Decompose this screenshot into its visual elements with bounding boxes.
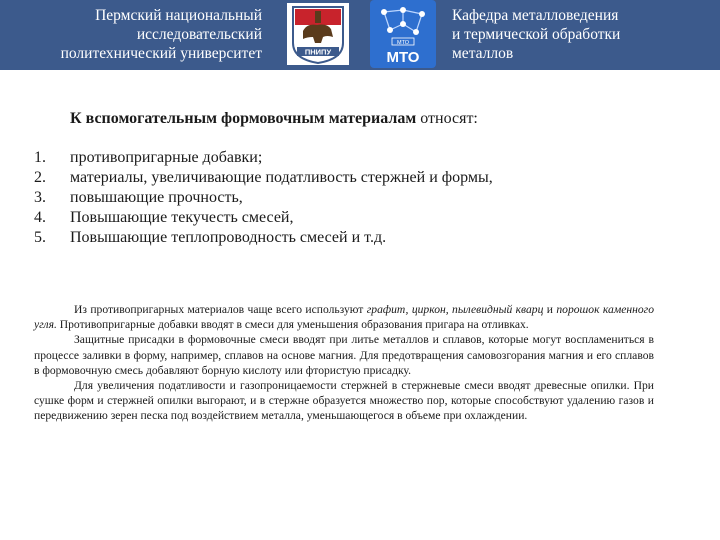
list-item-number: 5.: [34, 229, 46, 246]
university-name: [0, 6, 262, 63]
department-line-3: металлов: [452, 45, 514, 62]
list-item-number: 4.: [34, 209, 46, 226]
list-item-number: 2.: [34, 169, 46, 186]
paragraph-1-italic-a: графит, циркон, пылевидный кварц: [366, 303, 544, 316]
list-item-text: материалы, увеличивающие податливость стержней и формы,: [70, 169, 493, 186]
paragraph-3: Для увеличения податливости и газопроницаемости стержней в стержневые смеси вводят древесные опилки. При сушке форм и стержней опилки выгорают, и в стержне образуется множество пор, которые способствуют удалению газов и передвижению зерен песка под воздействием металла, уменьшающегося в объеме при охлаждении.: [34, 379, 654, 423]
subtitle-rest: относят:: [416, 110, 478, 127]
mto-logo-text: МТО: [386, 49, 420, 66]
university-line-1: Пермский национальный: [95, 7, 262, 24]
university-line-2: исследовательский: [136, 26, 262, 43]
header-bar: [0, 0, 720, 70]
slide-subtitle: [70, 109, 478, 129]
paragraph-1-part-a: Из противопригарных материалов чаще всего используют: [74, 303, 367, 316]
list-item-text: противопригарные добавки;: [70, 149, 263, 166]
list-item-text: Повышающие теплопроводность смесей и т.д.: [70, 229, 387, 246]
list-item-text: повышающие прочность,: [70, 189, 243, 206]
paragraph-1-italic-b: порошок каменного угля.: [34, 303, 654, 332]
list-item: [34, 168, 674, 188]
paragraph-2: Защитные присадки в формовочные смеси вводят при литье металлов и сплавов, которые могут воспламениться в процессе заливки в форму, например, сплавов на основе магния. Для предотвращения самовозгорания магния и его сплавов в формовочную смесь добавляют борную кислоту или фтористую присадку.: [34, 333, 654, 377]
paragraph-1-part-b: и: [543, 303, 557, 316]
subtitle-bold: К вспомогательным формовочным материалам: [70, 110, 417, 127]
list-item: [34, 208, 674, 228]
mto-logo-small-text: МТО: [397, 40, 409, 46]
list-item: [34, 228, 674, 248]
body-text: [34, 302, 654, 424]
list-item: [34, 188, 674, 208]
list-item: [34, 148, 674, 168]
department-name: [452, 6, 712, 63]
paragraph-1: [34, 302, 654, 332]
pnipu-logo: [287, 3, 349, 65]
pnipu-logo-text: ПНИПУ: [304, 47, 332, 57]
university-line-3: политехнический университет: [60, 45, 262, 62]
list-item-number: 1.: [34, 149, 46, 166]
list-item-text: Повышающие текучесть смесей,: [70, 209, 294, 226]
list-item-number: 3.: [34, 189, 46, 206]
department-line-1: Кафедра металловедения: [452, 7, 619, 24]
paragraph-1-part-c: Противопригарные добавки вводят в смеси для уменьшения образования пригара на отливках.: [56, 318, 529, 332]
materials-list: [34, 148, 674, 248]
department-line-2: и термической обработки: [452, 26, 621, 43]
mto-logo: [370, 0, 436, 68]
